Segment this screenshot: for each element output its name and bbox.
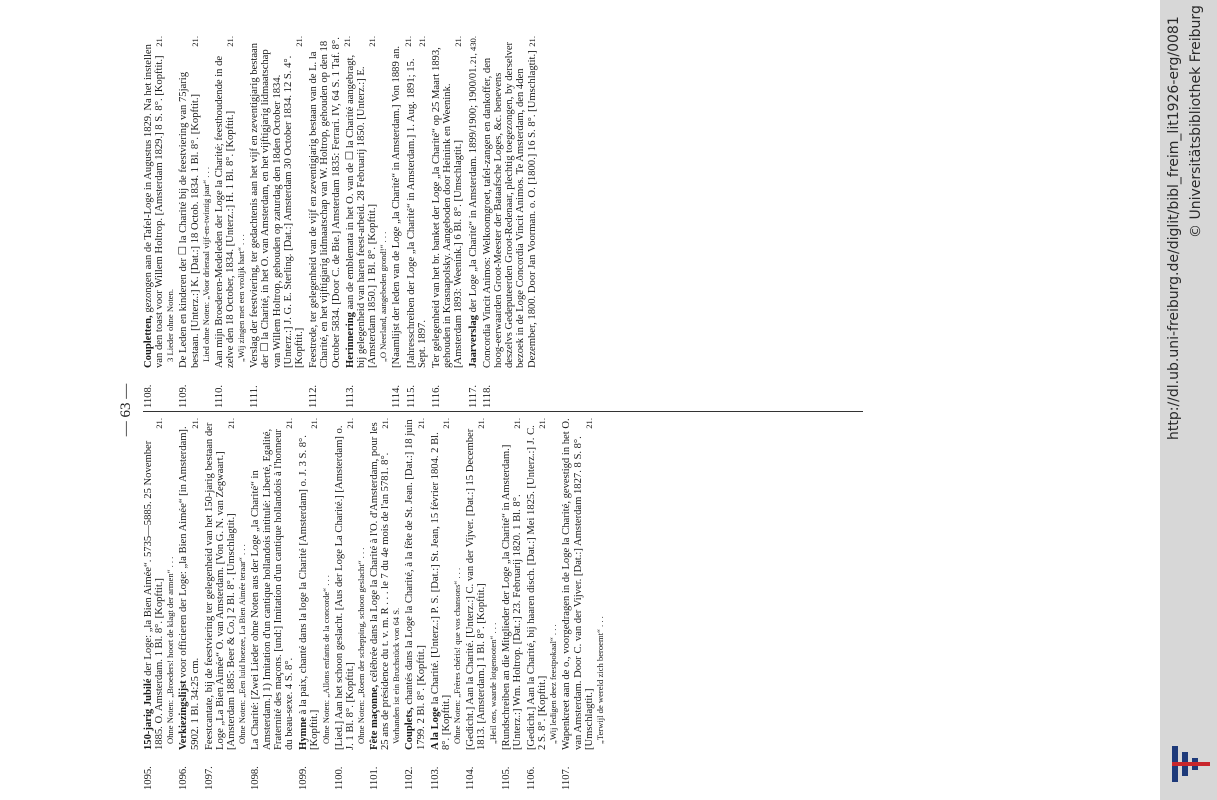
entry-number: 1098. — [250, 766, 262, 790]
catalog-entry — [298, 418, 330, 790]
entry-shelfmark: 21. — [189, 36, 200, 47]
entry-body: Concordia Vincit Animos: Welkoomgroet, tafel-zangen en dankoffer, den hoog-eerwaarden Groot-Meester der Bataafsche Loges, &c. benevens deszelvs Gedeputeerden Groot-Redenaar, plechtig toegezongen, by derselver bezoek in de Loge Concordia Vincit Animos. Te Amsterdam, den 4den Dezember, 1800. Door Jan Voorman. o. O. [1800.] 16 S. 8°. [Umschlagtit.] — [481, 41, 538, 368]
entry-title: A la Loge — [429, 707, 441, 750]
entry-note: Vorhanden ist ein Bruchstück von 64 S. — [391, 607, 402, 744]
entry-number: 1112. — [308, 384, 320, 408]
entry-number: 1104. — [465, 766, 477, 790]
catalog-entry — [406, 36, 428, 408]
rotated-scan-page — [113, 30, 873, 790]
catalog-entry — [369, 418, 401, 790]
entry-title: Hymne — [298, 717, 310, 750]
entry-shelfmark: 21, 430. — [467, 36, 478, 64]
column-divider — [143, 411, 863, 412]
entry-body: Ter gelegenheid van het br. banket der Loge „la Charité“ op 25 Maart 1893, gehouden in Krasnapolsky. Aangeboden door Heinink en Weenink. [Amsterdam 1893: Weenink.] 6 Bl. 8°. [Umschlagtit.] — [431, 47, 465, 368]
catalog-entry — [526, 418, 558, 790]
entry-title: Couplets, — [404, 707, 416, 750]
catalog-entry — [249, 36, 305, 408]
entry-body: gezongen aan de Tafel-Loge in Augustus 1829. Na het instellen van den toast voor Willem Holtrop. [Amsterdam 1829.] 8 S. 8°. [Kopftit.] — [143, 44, 166, 368]
entry-shelfmark: 21. — [511, 418, 522, 429]
entry-shelfmark: 21. — [402, 36, 413, 47]
library-logo-icon — [1170, 744, 1212, 784]
entry-note: „Heil ons, waarde lotgenooten“ . . . — [487, 622, 498, 744]
entry-shelfmark: 21. — [476, 418, 487, 429]
entry-note: Ohne Noten: „Roem der schepping, schoon geslacht“ . . . — [356, 547, 367, 744]
left-column — [143, 418, 608, 790]
entry-shelfmark: 21. — [284, 418, 295, 429]
entry-body: chantés dans la Loge la Charité, à la fête de St. Jean. [Dat.:] 18 juin 1799. 2 Bl. 8°. [Kopftit.] — [404, 419, 427, 750]
entry-shelfmark: 21. — [225, 36, 236, 47]
entry-number: 1096. — [178, 766, 190, 790]
entry-number: 1095. — [143, 766, 154, 790]
scanned-page — [113, 30, 1163, 790]
entry-note: 3 Lieder ohne Noten. — [165, 288, 176, 362]
catalog-entry — [431, 36, 465, 408]
catalog-entry — [214, 36, 246, 408]
entry-body: [Lied.] Aan het schoon geslacht. [Aus der Loge La Charité.] [Amsterdam] o. J. 1 Bl. 8°. [Kopftit.] — [333, 425, 356, 750]
entry-number: 1107. — [561, 766, 573, 790]
entry-number: 1105. — [500, 766, 512, 790]
entry-body: De Leden en kinderen der ☐ la Charité bij de feestviering van 75jarig bestaan. [Unterz.:] K. [Dat.:] 18 Octob. 1834. 1 Bl. 8°. [Kopftit.] — [178, 71, 201, 368]
entry-title: Verkiezingslijst — [178, 680, 190, 750]
entry-shelfmark: 21. — [309, 418, 320, 429]
entry-body: aan de emblemata in het O. van de ☐ la Charité aangebragt, bij gelegenheid van haren feest-arbeid. 28 Februarij 1850. [Unterz.:] E. [Amsterdam 1850.] 1 Bl. 8°. [Kopftit.] — [344, 54, 379, 368]
entry-shelfmark: 21. — [189, 418, 200, 429]
entry-note: Ohne Noten: „Broeders! hoort de klagt der armen“ . . . — [165, 556, 176, 744]
entry-shelfmark: 21. — [526, 36, 537, 47]
catalog-entry — [178, 36, 210, 408]
entry-note: Ohne Noten: „Een luid hoezee, La Bien Aimée teraar“ . . . — [237, 544, 248, 744]
entry-shelfmark: 21. — [154, 36, 165, 47]
entry-number: 1103. — [429, 766, 441, 790]
entry-shelfmark: 21. — [583, 418, 594, 429]
entry-title: 150-jarig Jubilé — [143, 678, 154, 750]
entry-number: 1118. — [481, 384, 493, 408]
entry-shelfmark: 21. — [415, 418, 426, 429]
entry-number: 1114. — [391, 384, 403, 408]
source-url-link[interactable]: http://dl.ub.uni-freiburg.de/diglit/bibl_freim_lit1926-erg/0081 — [1166, 16, 1182, 440]
entry-number: 1106. — [526, 766, 538, 790]
copyright-notice: © Universitätsbibliothek Freiburg — [1188, 5, 1204, 238]
entry-number: 1099. — [298, 766, 310, 790]
entry-shelfmark: 21. — [294, 36, 305, 47]
entry-note: „Terwijl de wereld zich beroemt“ . . . — [595, 616, 606, 744]
entry-note: „O Neerland, aangebeden grond!“ . . . — [378, 231, 389, 362]
entry-number: 1116. — [431, 384, 443, 408]
entry-shelfmark: 21. — [344, 418, 355, 429]
entry-number: 1097. — [203, 766, 215, 790]
catalog-entry — [143, 418, 175, 790]
right-column — [143, 36, 541, 408]
entry-shelfmark: 21. — [154, 418, 165, 429]
catalog-entry — [250, 418, 295, 790]
entry-body: der Loge: „la Bien Aimée“. 5735—5885. 25 November 1885. O. Amsterdam. 1 Bl. 8°. [Kopftit.] — [143, 440, 166, 750]
entry-body: voor officieren der Loge: „la Bien Aimée“ [in Amsterdam]. 5902. 1 Bl. 34:25 cm. — [178, 426, 201, 750]
entry-note: Ohne Noten: „Allons enfants de la concorde“ . . . — [320, 575, 331, 744]
entry-body: célébrée dans la Loge la Charité à l'O. d'Amsterdam, pour les 25 ans de présidence du t. v. m. R . . . le 7 du 4e mois de l'an 5781. 8°. — [369, 422, 392, 750]
entry-number: 1101. — [369, 766, 381, 790]
entry-body: [Gedicht.] Aan la Charité, bij haaren disch. [Dat.:] Mei 1825. [Unterz.:] J. C. 2 S. 8°. [Kopftit.] — [526, 425, 549, 750]
entry-shelfmark: 21. — [416, 36, 427, 47]
entry-shelfmark: 21. — [341, 36, 352, 47]
entry-body: la Charité. [Unterz.:] P. S. [Dat.:] St. Jean, 15 février 1804. 2 Bl. 8°. [Kopftit.] — [429, 432, 453, 750]
entry-body: Wapenkreet aan de o., voorgedragen in de Loge la Charité, gevestigd in het O. van Amsterdam. Door C. van der Vijver. [Dat.:] Amsterdam 1827. 8 S. 8°. [Umschlagtit.] — [561, 418, 595, 750]
entry-body: der Loge „la Charité“ in Amsterdam. 1899/1900; 1900/01. — [467, 64, 479, 313]
catalog-entry — [468, 36, 479, 408]
entry-body: [Jahresschreiben der Loge „la Charité“ in Amsterdam.] 1. Aug. 1891; 15. Sept. 1897. — [405, 58, 428, 368]
catalog-entry — [465, 418, 497, 790]
catalog-entry — [501, 418, 523, 790]
entry-number: 1108. — [143, 384, 154, 408]
entry-shelfmark: 21. — [537, 418, 548, 429]
entry-note: Ohne Noten: „Frères chéris! que vos chansons“ . . . — [452, 567, 463, 744]
catalog-entry — [178, 418, 200, 790]
entry-title: Herinnering — [344, 312, 356, 368]
catalog-entry — [430, 418, 462, 790]
entry-body: La Charité: [Zwei Lieder ohne Noten aus der Loge „la Charité“ in Amsterdam.] 1) Imitation d'un cantique hollandois intitulé: Liberté, Egalité, Fraternité des maçons. [und:] Imitation d'un cantique hollandois à l'honneur du beau-sexe. 4 S. 8°. — [250, 428, 296, 750]
catalog-entry — [561, 418, 605, 790]
entry-number: 1111. — [249, 385, 261, 408]
entry-body: [Gedicht.] Aan la Charité. [Unterz.:] C. van der Vijver. [Dat.:] 15 December 1813. [Amsterdam.] 1 Bl. 8°. [Kopftit.] — [465, 428, 488, 750]
entry-note: Lied ohne Noten: „Voor drieraal vijf-en-twintig jaar“ . . . — [200, 166, 211, 362]
entry-number: 1109. — [178, 384, 190, 408]
catalog-entry — [404, 418, 426, 790]
entry-number: 1117. — [467, 384, 479, 408]
entry-shelfmark: 21. — [380, 418, 391, 429]
entry-body: Aan mijn Broederen-Medeleden der Loge la Charité; feesthoudende in de zelve den 18 October, 1834. [Unterz.:] H. 1 Bl. 8°. [Kopftit.] — [213, 55, 237, 368]
entry-number: 1102. — [404, 766, 416, 790]
entry-body: Verslag der feestviering, ter gedachtenis aan het vijf en zeventigjarig bestaan der ☐ la Charité, in het O. van Amsterdam, en het vijftigjarig lidmaatschap van Willem Holtrop, gehouden op zaturdag den 18den October 1834. [Unterz.:] J. G. E. Sterling. [Dat.:] Amsterdam 30 October 1834. 12 S. 4°. [Kopftit.] — [249, 42, 306, 368]
catalog-entry — [204, 418, 248, 790]
entry-title: Jaarverslag — [467, 315, 479, 368]
entry-number: 1113. — [344, 384, 356, 408]
entry-body: [Rundschreiben an die Mitglieder der Loge „la Charité“ in Amsterdam.] [Unterz.:] Wm. Holtrop. [Dat.:] 23. Februarij 1820. 1 Bl. 8°. — [500, 444, 523, 750]
entry-number: 1100. — [333, 766, 345, 790]
entry-body: Feestrede, ter gelegenheid van de vijf en zeventigjarig bestaan van de L. la Charité, en het vijftigjarig lidmaatschap van W. Holtrop, gehouden op den 18 October 5834. [Door C. de Bie.] Amsterdam 1835: Ferrari. IV, 64 S. 1 Taf. 8°. — [308, 37, 342, 368]
entry-shelfmark: 21. — [226, 418, 237, 429]
entry-number: 1115. — [405, 384, 417, 408]
entry-number: 1110. — [213, 384, 225, 408]
entry-body: Feestcantate, bij de feestviering ter gelegenheid van het 150-jarig bestaan der Loge „La Bien Aimée“ O. van Amsterdam. [Von G. N. van Zegwaart.] [Amsterdam 1885: Beer & Co.] 2 Bl. 8°. [Umschlagtit.] — [203, 422, 238, 750]
catalog-entry — [482, 36, 538, 408]
entry-title: Fête maçonne, — [369, 684, 381, 750]
entry-body: à la paix, chanté dans la loge la Charité [Amsterdam] o. J. 3 S. 8°. [Kopftit.] — [298, 435, 321, 750]
catalog-entry — [143, 36, 175, 408]
catalog-entry — [345, 36, 389, 408]
entry-body: [Naamlijst der leden van de Loge „la Charité“ in Amsterdam.] Von 1889 an. — [391, 45, 403, 368]
entry-note: „Wij zingen met een vrolijk hart“ . . . — [236, 234, 247, 362]
entry-title: Coupletten, — [143, 315, 154, 368]
catalog-entry — [334, 418, 366, 790]
entry-note: „Wij ledigen deez feestpokaal“ . . . — [548, 624, 559, 744]
page-number: — 63 — — [118, 383, 134, 437]
entry-shelfmark: 21. — [441, 418, 452, 429]
entry-shelfmark: 21. — [367, 36, 378, 47]
entry-shelfmark: 21. — [453, 36, 464, 47]
